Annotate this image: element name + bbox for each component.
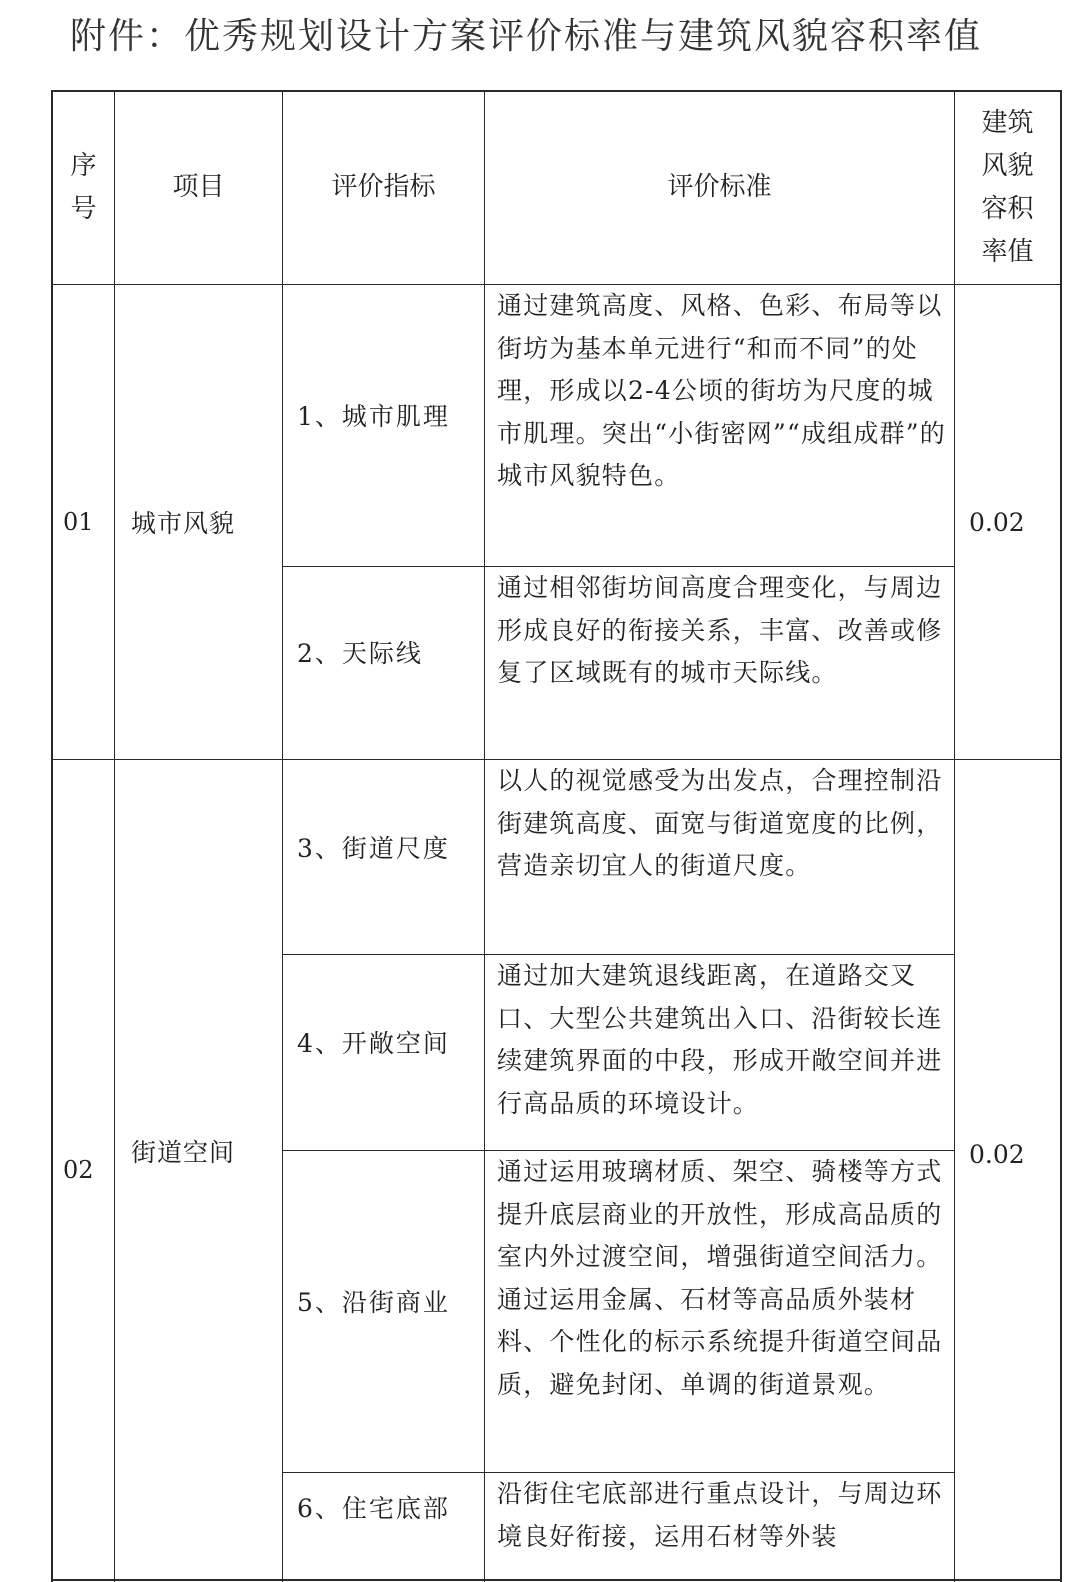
indicator-cell: 4、开敞空间 [297, 1029, 450, 1058]
group-seq: 02 [63, 1155, 94, 1184]
indicator-cell: 2、天际线 [297, 639, 423, 668]
group-value: 0.02 [969, 1140, 1025, 1169]
group-seq: 01 [63, 508, 94, 536]
criteria-cell: 通过相邻街坊间高度合理变化，与周边形成良好的衔接关系，丰富、改善或修复了区域既有的城市天际线。 [497, 573, 943, 687]
criteria-cell: 以人的视觉感受为出发点，合理控制沿街建筑高度、面宽与街道宽度的比例，营造亲切宜人的街道尺度。 [497, 766, 943, 880]
indicator-cell: 3、街道尺度 [297, 834, 450, 863]
indicator-cell: 1、城市肌理 [297, 402, 450, 431]
criteria-cell: 通过加大建筑退线距离，在道路交叉口、大型公共建筑出入口、沿街较长连续建筑界面的中段，形成开敞空间并进行高品质的环境设计。 [497, 961, 943, 1118]
header-criteria: 评价标准 [667, 172, 772, 203]
header-value: 建筑风貌容积率值 [981, 108, 1034, 267]
indicator-cell: 6、住宅底部 [297, 1494, 450, 1523]
group-value: 0.02 [969, 507, 1025, 537]
header-item: 项目 [172, 172, 225, 203]
criteria-cell: 沿街住宅底部进行重点设计，与周边环境良好衔接，运用石材等外装 [497, 1479, 943, 1551]
header-indicator: 评价指标 [331, 172, 436, 203]
table-border-right [1060, 90, 1062, 1582]
table-border-bottom [51, 1579, 1062, 1581]
header-seq: 序号 [70, 151, 97, 224]
header-seq-cell [53, 92, 114, 284]
header-value-cell [955, 92, 1060, 284]
group-item: 街道空间 [131, 1138, 236, 1167]
criteria-cell: 通过运用玻璃材质、架空、骑楼等方式提升底层商业的开放性，形成高品质的室内外过渡空间，增强街道空间活力。通过运用金属、石材等高品质外装材料、个性化的标示系统提升街道空间品质，避免封闭、单调的街道景观。 [497, 1157, 943, 1399]
group-item: 城市风貌 [131, 509, 236, 538]
criteria-cell: 通过建筑高度、风格、色彩、布局等以街坊为基本单元进行“和而不同”的处理，形成以2-4公顷的街坊为尺度的城市肌理。突出“小街密网”“成组成群”的城市风貌特色。 [497, 291, 946, 490]
indicator-cell: 5、沿街商业 [297, 1288, 450, 1317]
page-title: 附件：优秀规划设计方案评价标准与建筑风貌容积率值 [70, 16, 983, 57]
